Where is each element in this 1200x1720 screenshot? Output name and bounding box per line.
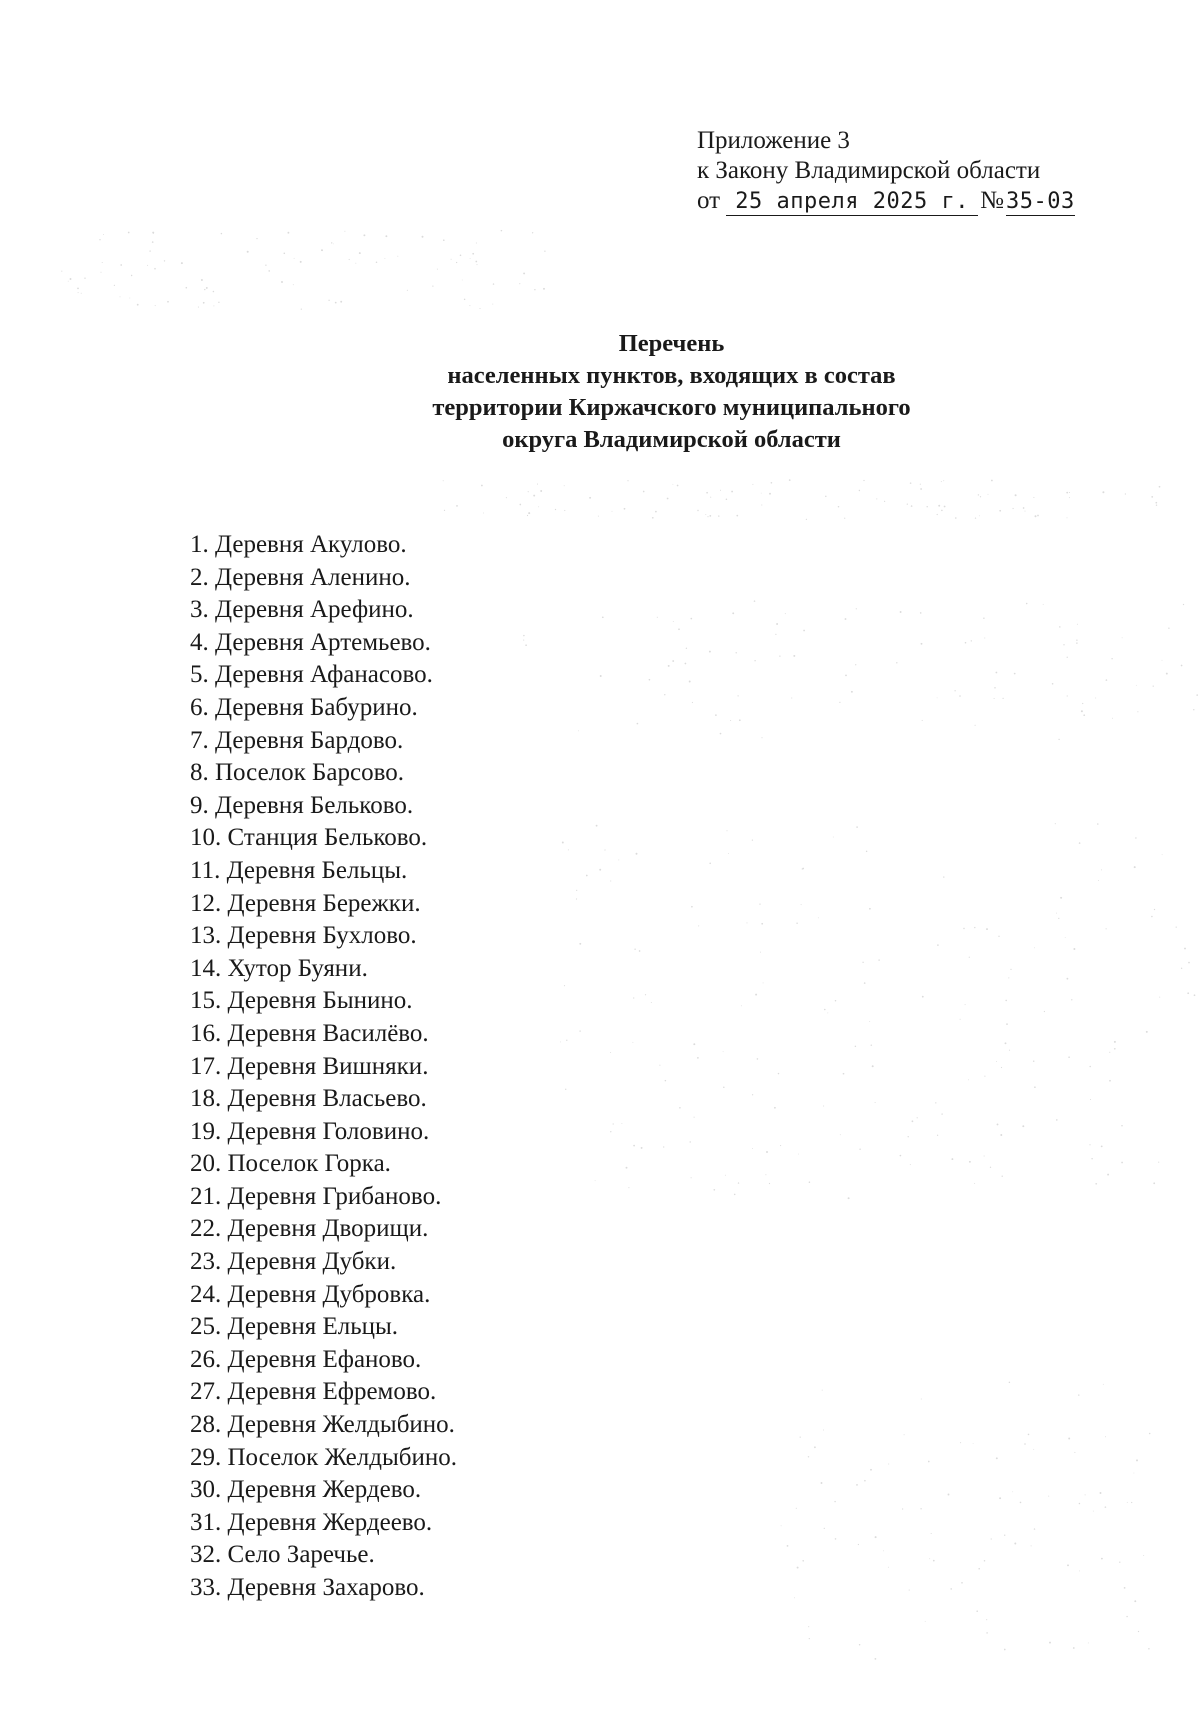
list-item: 14. Хутор Буяни. bbox=[190, 954, 368, 982]
date-prefix: от bbox=[697, 187, 721, 214]
title-line-4: округа Владимирской области bbox=[502, 426, 841, 453]
list-item: 11. Деревня Бельцы. bbox=[190, 856, 408, 884]
list-item: 28. Деревня Желдыбино. bbox=[190, 1411, 455, 1439]
list-item: 7. Деревня Бардово. bbox=[190, 726, 404, 754]
list-item: 17. Деревня Вишняки. bbox=[190, 1052, 429, 1080]
list-item: 18. Деревня Власьево. bbox=[190, 1085, 427, 1113]
list-item: 4. Деревня Артемьево. bbox=[190, 628, 431, 656]
list-item: 30. Деревня Жердево. bbox=[190, 1476, 422, 1504]
list-item: 10. Станция Бельково. bbox=[190, 824, 428, 852]
list-item: 29. Поселок Желдыбино. bbox=[190, 1443, 457, 1471]
law-date: 25 апреля 2025 г. bbox=[726, 190, 978, 216]
list-item: 23. Деревня Дубки. bbox=[190, 1248, 397, 1276]
list-item: 13. Деревня Бухлово. bbox=[190, 922, 417, 950]
list-item: 8. Поселок Барсово. bbox=[190, 759, 404, 787]
list-item: 20. Поселок Горка. bbox=[190, 1150, 391, 1178]
list-item: 31. Деревня Жердеево. bbox=[190, 1508, 433, 1536]
list-item: 2. Деревня Аленино. bbox=[190, 563, 411, 591]
law-number: 35-03 bbox=[1005, 189, 1075, 214]
list-item: 6. Деревня Бабурино. bbox=[190, 693, 418, 721]
list-item: 1. Деревня Акулово. bbox=[190, 531, 407, 558]
list-item: 26. Деревня Ефаново. bbox=[190, 1345, 422, 1373]
document-title bbox=[0, 328, 1200, 456]
list-item: 32. Село Заречье. bbox=[190, 1541, 375, 1569]
title-line-1: Перечень bbox=[618, 330, 725, 357]
list-item: 27. Деревня Ефремово. bbox=[190, 1378, 437, 1406]
list-item: 5. Деревня Афанасово. bbox=[190, 661, 433, 689]
list-item: 24. Деревня Дубровка. bbox=[190, 1280, 431, 1308]
list-item: 15. Деревня Бынино. bbox=[190, 987, 413, 1015]
appendix-date-line bbox=[697, 186, 1075, 216]
appendix-title: Приложение 3 bbox=[697, 127, 850, 154]
title-line-2: населенных пунктов, входящих в состав bbox=[447, 362, 896, 389]
title-line-3: территории Киржачского муниципального bbox=[432, 394, 911, 421]
list-item: 3. Деревня Арефино. bbox=[190, 596, 414, 624]
list-item: 19. Деревня Головино. bbox=[190, 1117, 430, 1145]
list-item: 22. Деревня Дворищи. bbox=[190, 1215, 429, 1243]
list-item: 33. Деревня Захарово. bbox=[190, 1574, 425, 1601]
list-item: 16. Деревня Василёво. bbox=[190, 1019, 429, 1047]
appendix-law-reference: к Закону Владимирской области bbox=[697, 157, 1041, 184]
number-sign: № bbox=[980, 187, 1004, 214]
list-item: 21. Деревня Грибаново. bbox=[190, 1182, 442, 1210]
settlements-list bbox=[190, 529, 457, 1605]
appendix-header bbox=[697, 126, 1075, 216]
list-item: 25. Деревня Ельцы. bbox=[190, 1313, 399, 1341]
list-item: 12. Деревня Бережки. bbox=[190, 889, 421, 917]
list-item: 9. Деревня Бельково. bbox=[190, 791, 414, 819]
